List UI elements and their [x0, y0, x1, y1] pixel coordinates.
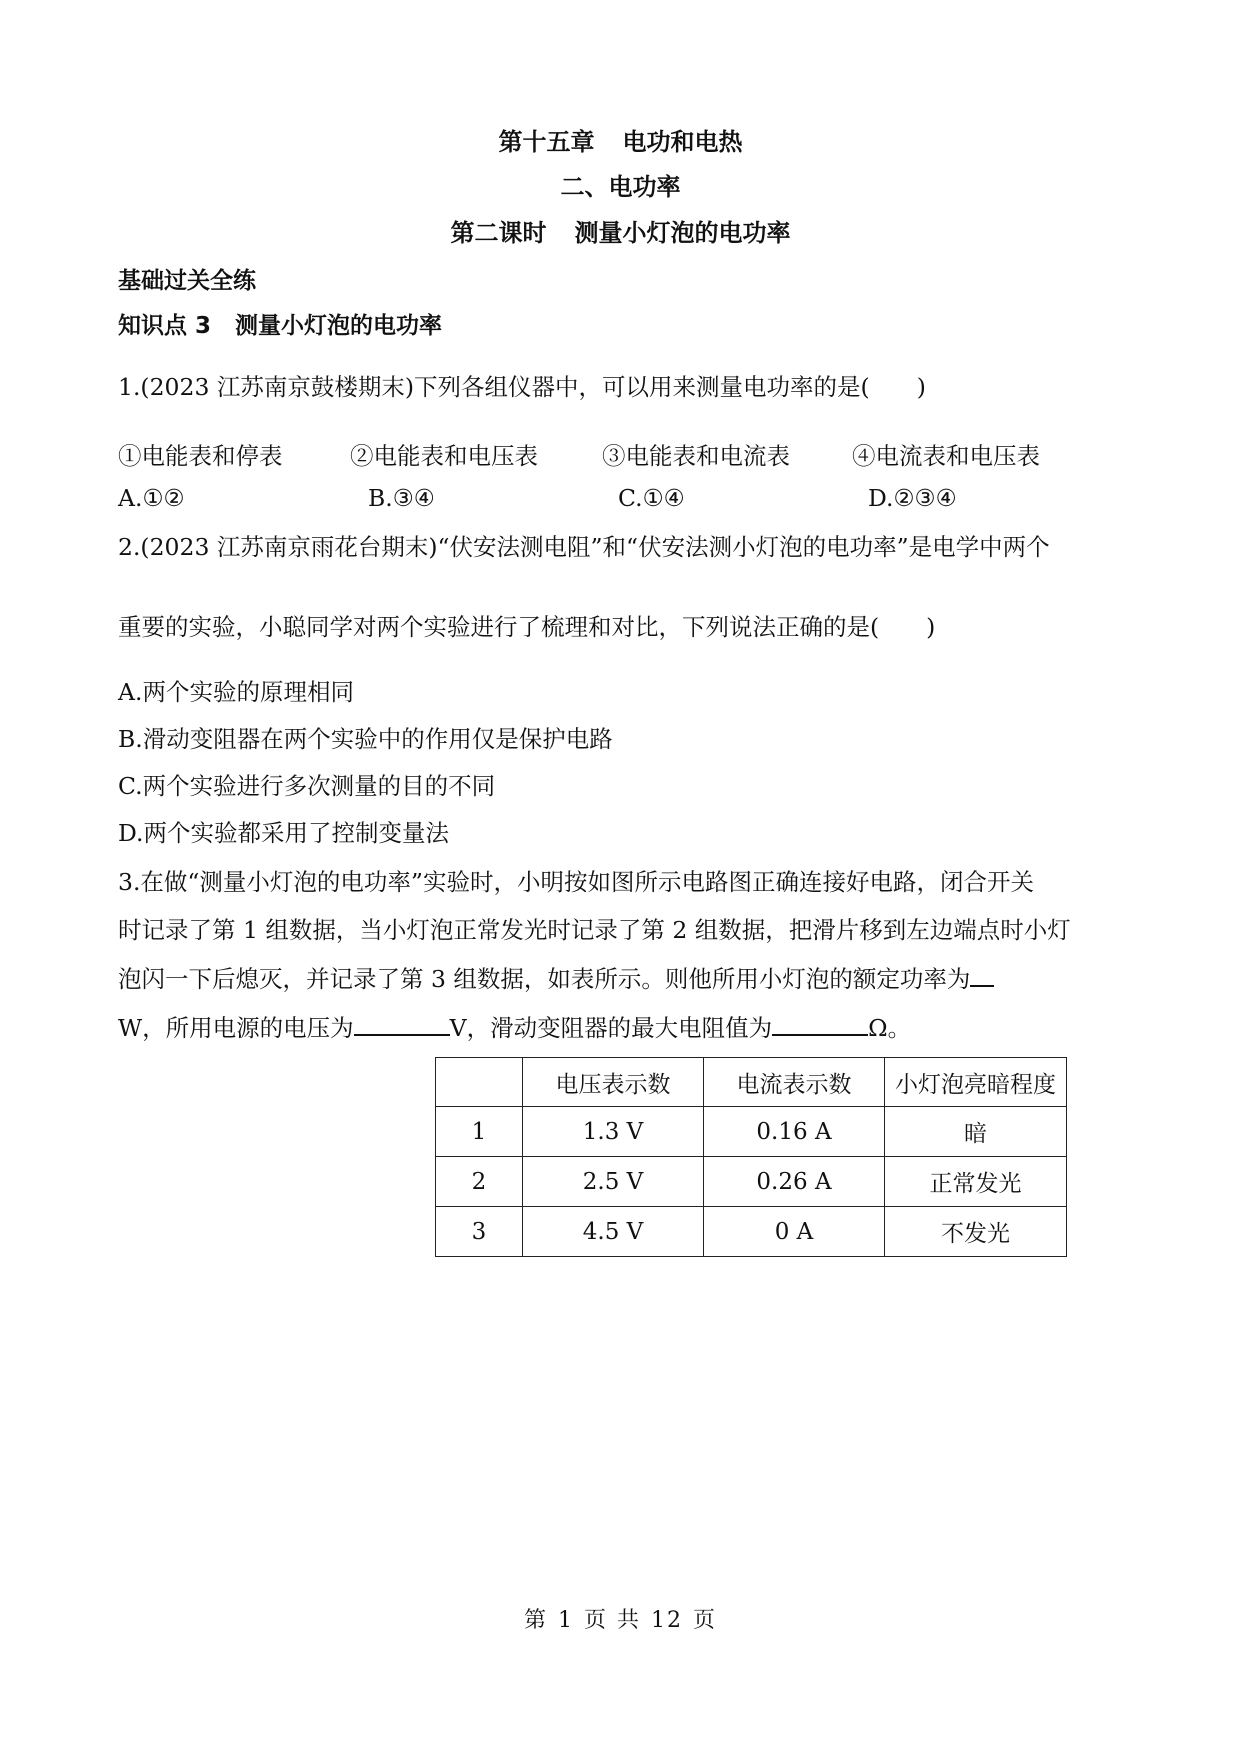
footer-suffix: 页 [693, 1608, 718, 1633]
q1-choice-a: A.①② [118, 484, 185, 512]
table-cell: 3 [436, 1207, 523, 1257]
table-cell: 不发光 [885, 1207, 1067, 1257]
knowledge-point-label: 知识点 3 [118, 313, 212, 339]
table-cell: 4.5 V [523, 1207, 704, 1257]
q1-item-1: ①电能表和停表 [118, 442, 283, 470]
footer-middle: 页 共 [584, 1608, 641, 1633]
footer-prefix: 第 [523, 1608, 548, 1633]
q3-line-3-text: 泡闪一下后熄灭，并记录了第 3 组数据，如表所示。则他所用小灯泡的额定功率为 [118, 965, 971, 993]
voltage-blank[interactable] [354, 1012, 450, 1036]
q2-stem-line-2: 重要的实验，小聪同学对两个实验进行了梳理和对比，下列说法正确的是( ) [118, 613, 936, 641]
rated-power-blank[interactable] [970, 963, 994, 987]
total-pages: 12 [651, 1608, 683, 1633]
practice-heading: 基础过关全练 [118, 268, 256, 294]
q3-line-4-part-b: V，滑动变阻器的最大电阻值为 [449, 1014, 773, 1042]
data-table [435, 1057, 1067, 1257]
page-footer [0, 1603, 1241, 1634]
q1-item-2: ②电能表和电压表 [350, 442, 538, 470]
table-cell: 暗 [885, 1107, 1067, 1157]
lesson-title [0, 213, 1241, 248]
q1-choice-c: C.①④ [618, 484, 685, 512]
page-number: 1 [558, 1608, 574, 1633]
chapter-name: 电功和电热 [622, 128, 743, 156]
table-cell: 2.5 V [523, 1157, 704, 1207]
q2-stem-line-1: 2.(2023 江苏南京雨花台期末)“伏安法测电阻”和“伏安法测小灯泡的电功率”是电学中两个 [118, 533, 1050, 561]
q3-line-1: 3.在做“测量小灯泡的电功率”实验时，小明按如图所示电路图正确连接好电路，闭合开关 [118, 868, 1034, 896]
table-cell: 正常发光 [885, 1157, 1067, 1207]
table-cell: 1 [436, 1107, 523, 1157]
knowledge-point-name: 测量小灯泡的电功率 [235, 313, 443, 339]
lesson-number: 第二课时 [450, 219, 547, 247]
knowledge-point-heading [118, 307, 442, 340]
q1-item-4: ④电流表和电压表 [852, 442, 1040, 470]
q2-choice-b: B.滑动变阻器在两个实验中的作用仅是保护电路 [118, 725, 613, 753]
chapter-title [0, 122, 1241, 157]
q1-item-3: ③电能表和电流表 [602, 442, 790, 470]
resistance-blank[interactable] [772, 1012, 868, 1036]
table-row [436, 1157, 1067, 1207]
table-header-cell: 电流表示数 [704, 1058, 885, 1107]
table-header-cell: 小灯泡亮暗程度 [885, 1058, 1067, 1107]
lesson-name: 测量小灯泡的电功率 [574, 219, 791, 247]
table-cell: 1.3 V [523, 1107, 704, 1157]
table-cell: 0 A [704, 1207, 885, 1257]
table-header-cell: 电压表示数 [523, 1058, 704, 1107]
q3-line-2: 时记录了第 1 组数据，当小灯泡正常发光时记录了第 2 组数据，把滑片移到左边端点时小灯 [118, 916, 1071, 944]
section-title: 二、电功率 [560, 173, 681, 201]
table-header-row [436, 1058, 1067, 1107]
table-cell: 0.16 A [704, 1107, 885, 1157]
q3-line-3 [118, 963, 1128, 994]
q3-line-4-part-c: Ω。 [868, 1014, 912, 1042]
table-cell: 2 [436, 1157, 523, 1207]
q3-line-4-part-a: W，所用电源的电压为 [118, 1014, 354, 1042]
q1-choice-b: B.③④ [368, 484, 435, 512]
chapter-number: 第十五章 [498, 128, 595, 156]
table-cell: 0.26 A [704, 1157, 885, 1207]
q2-choice-a: A.两个实验的原理相同 [118, 678, 354, 706]
q2-choice-d: D.两个实验都采用了控制变量法 [118, 819, 449, 847]
q1-stem: 1.(2023 江苏南京鼓楼期末)下列各组仪器中，可以用来测量电功率的是( ) [118, 373, 926, 401]
q1-choice-d: D.②③④ [868, 484, 957, 512]
q3-line-4 [118, 1012, 1128, 1043]
table-row [436, 1207, 1067, 1257]
table-row [436, 1107, 1067, 1157]
q2-choice-c: C.两个实验进行多次测量的目的不同 [118, 772, 496, 800]
table-header-cell [436, 1058, 523, 1107]
